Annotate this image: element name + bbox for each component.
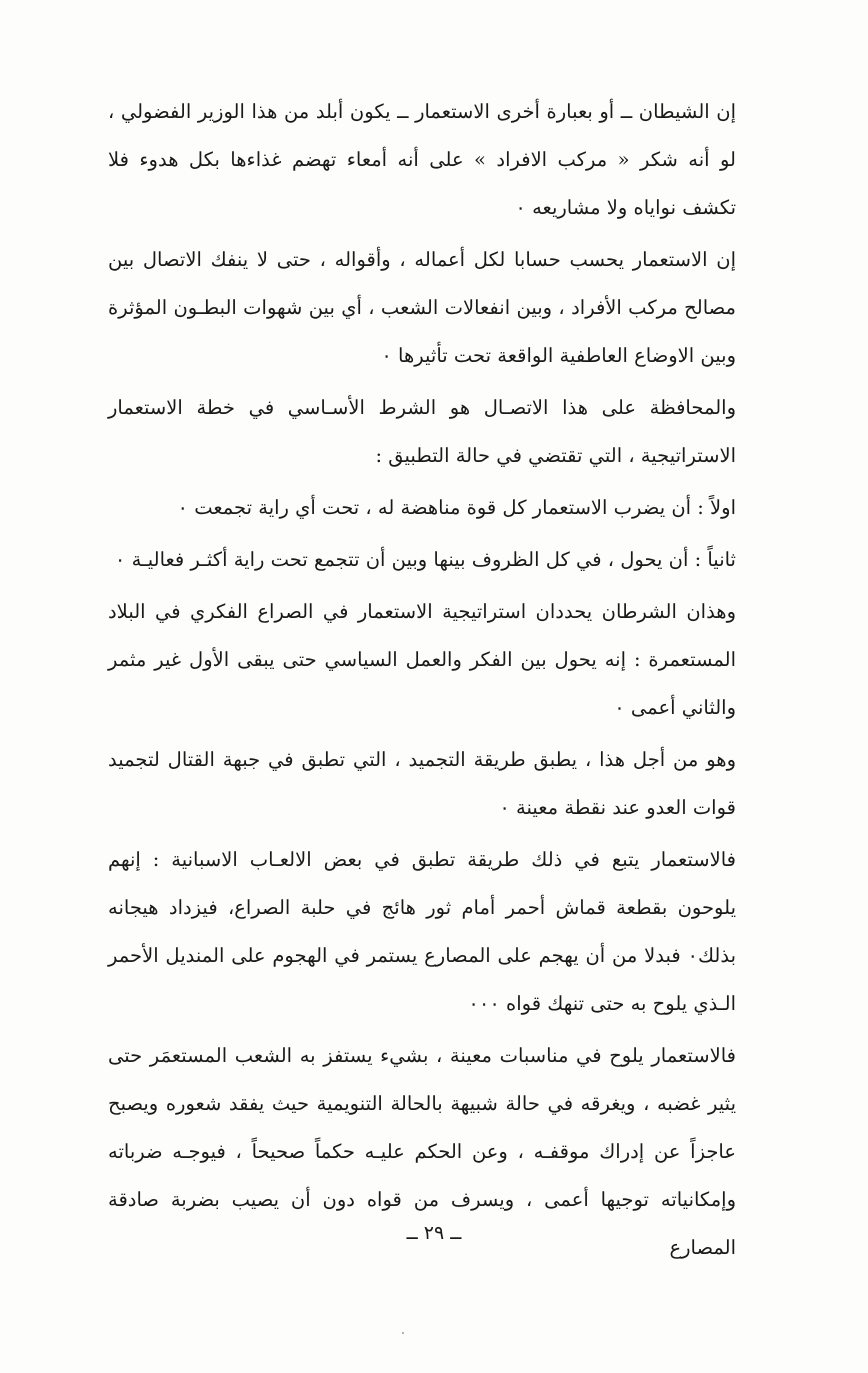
paragraph-9: فالاستعمار يلوح في مناسبات معينة ، بشيء يستفز به الشعب المستعمَر حتى يثير غضبه ، ويغرقه في حالة شبيهة بالحالة التنويمية حيث يفقد شعوره ويصبح عاجزاً عن إدراك موقفـه ، وعن الحكم عليـه حكماً صحيحاً ، فيوجـه ضرباته وإمكانياته توجيها أعمى ، ويسرف من قواه دون أن يصيب بضربة صادقة المصارع [108, 1044, 737, 1259]
scan-speck [402, 1332, 404, 1334]
paragraph-4: اولاً : أن يضرب الاستعمار كل قوة مناهضة له ، تحت أي راية تجمعت ٠ [177, 496, 736, 519]
paragraph-7: وهو من أجل هذا ، يطبق طريقة التجميد ، التي تطبق في جبهة القتال لتجميد قوات العدو عند نقطة معينة ٠ [108, 748, 736, 819]
paragraph-8: فالاستعمار يتبع في ذلك طريقة تطبق في بعض الالعـاب الاسبانية : إنهم يلوحون بقطعة قماش أحمر أمام ثور هائج في حلبة الصراع، فيزداد هيجانه بذلك٠ فبدلا من أن يهجم على المصارع يستمر في الهجوم على المنديل الأحمر الـذي يلوح به حتى تنهك قواه ٠٠٠ [108, 848, 736, 1015]
paragraph-5: ثانياً : أن يحول ، في كل الظروف بينها وبين أن تتجمع تحت راية أكثـر فعاليـة ٠ [114, 548, 736, 571]
paragraph-1: إن الشيطان ــ أو بعبارة أخرى الاستعمار ــ يكون أبلد من هذا الوزير الفضولي ، لو أنه شكر « مركب الافراد » على أنه أمعاء تهضم غذاءها بكل هدوء فلا تكشف نواياه ولا مشاريعه ٠ [108, 100, 736, 219]
paragraph-2: إن الاستعمار يحسب حسابا لكل أعماله ، وأقواله ، حتى لا ينفك الاتصال بين مصالح مركب الأفراد ، وبين انفعالات الشعب ، أي بين شهوات البطـون المؤثرة وبين الاوضاع العاطفية الواقعة تحت تأثيرها ٠ [108, 248, 736, 367]
paragraph-6: وهذان الشرطان يحددان استراتيجية الاستعمار في الصراع الفكري في البلاد المستعمرة : إنه يحول بين الفكر والعمل السياسي حتى يبقى الأول غير مثمر والثاني أعمى ٠ [108, 600, 736, 719]
page-number: ــ ٢٩ ــ [406, 1222, 462, 1244]
body-text [108, 88, 736, 1272]
paragraph-3: والمحافظة على هذا الاتصـال هو الشرط الأسـاسي في خطة الاستعمار الاستراتيجية ، التي تقتضي في حالة التطبيق : [108, 396, 736, 467]
